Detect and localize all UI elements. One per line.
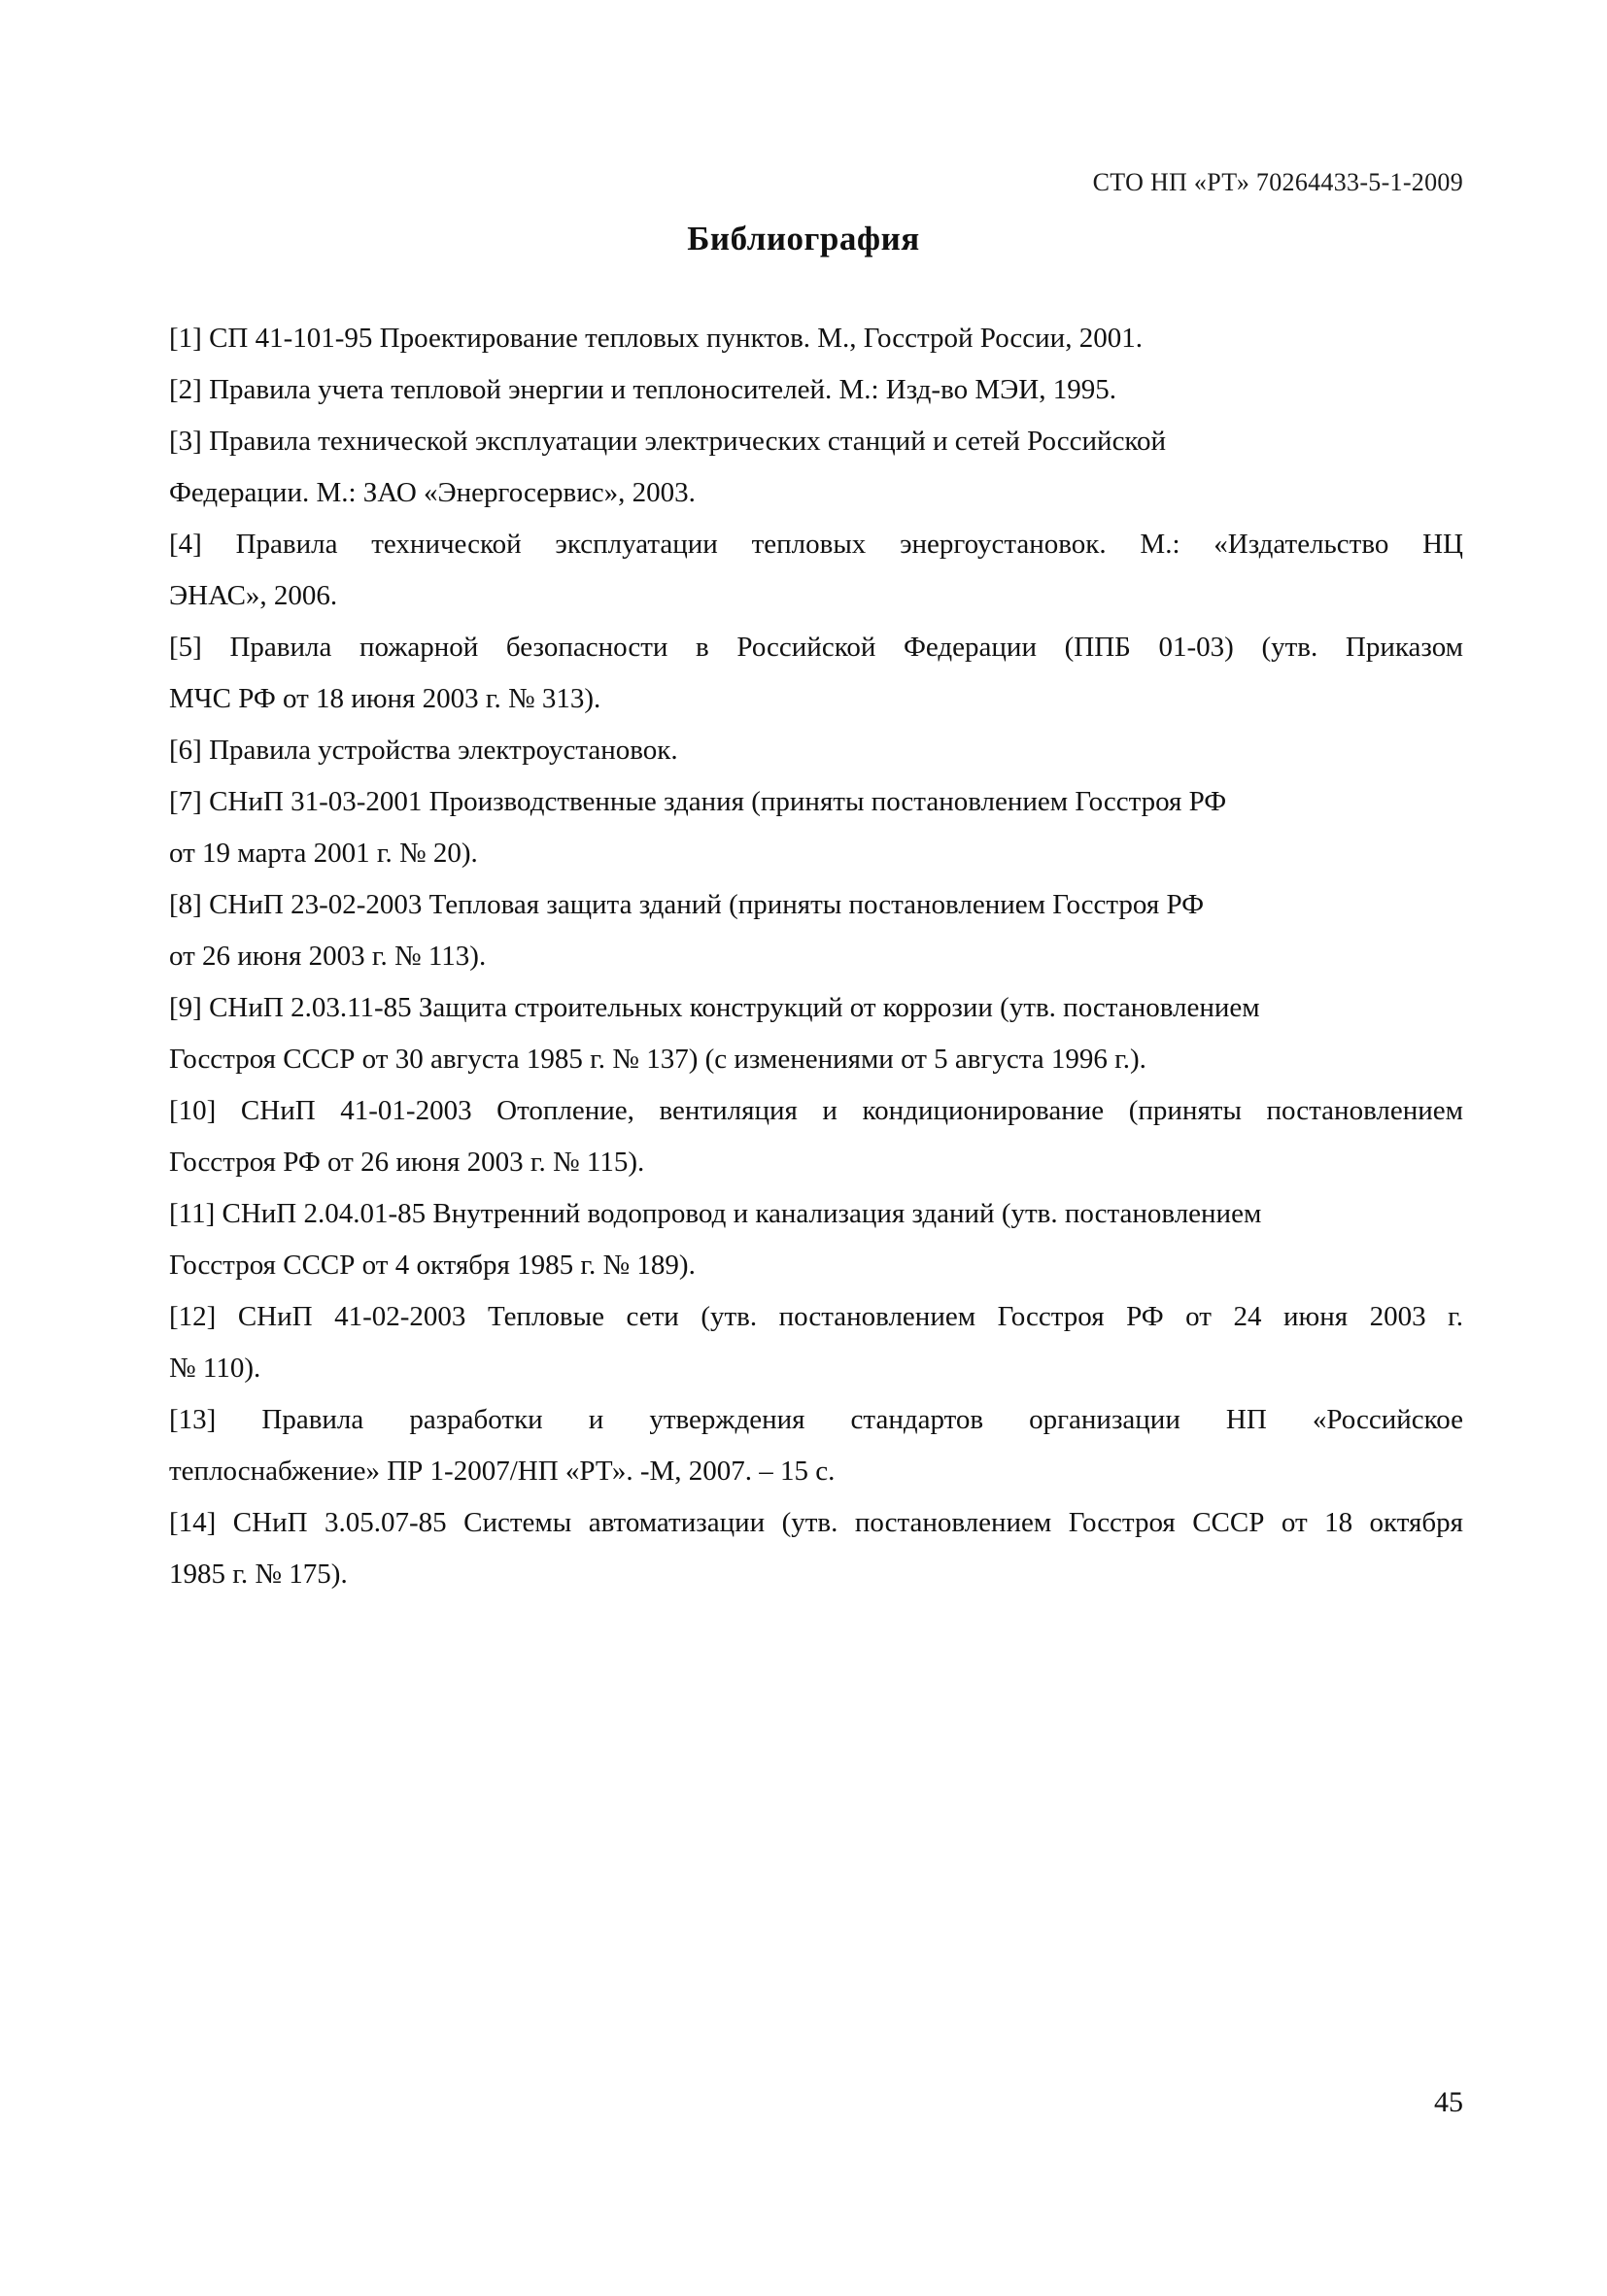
entry-line: [6] Правила устройства электроустановок.: [169, 735, 678, 766]
entry-line: [1] СП 41-101-95 Проектирование тепловых пунктов. М., Госстрой России, 2001.: [169, 323, 1143, 354]
bibliography-entry-4: [169, 519, 1463, 622]
document-code: СТО НП «РТ» 70264433-5-1-2009: [1092, 168, 1463, 196]
bibliography-entry-7: [169, 776, 1463, 879]
entry-line: 1985 г. № 175).: [169, 1559, 348, 1590]
entry-line: [8] СНиП 23-02-2003 Тепловая защита зданий (приняты постановлением Госстроя РФ: [169, 889, 1205, 920]
bibliography-entry-13: [169, 1394, 1463, 1497]
entry-line: Госстроя РФ от 26 июня 2003 г. № 115).: [169, 1147, 645, 1178]
entry-line: ЭНАС», 2006.: [169, 580, 338, 611]
bibliography-entry-14: [169, 1497, 1463, 1600]
entry-line: от 26 июня 2003 г. № 113).: [169, 941, 487, 972]
bibliography-entry-10: [169, 1085, 1463, 1188]
bibliography-entry-9: [169, 982, 1463, 1085]
entry-line: [13] Правила разработки и утверждения стандартов организации НП «Российское: [169, 1404, 1463, 1435]
entry-line: [14] СНиП 3.05.07-85 Системы автоматизации (утв. постановлением Госстроя СССР от 18 октября: [169, 1507, 1463, 1538]
entry-line: [4] Правила технической эксплуатации тепловых энергоустановок. М.: «Издательство НЦ: [169, 529, 1463, 560]
entry-line: [10] СНиП 41-01-2003 Отопление, вентиляция и кондиционирование (приняты постановлением: [169, 1095, 1463, 1126]
bibliography-entry-8: [169, 879, 1463, 982]
entry-line: [9] СНиП 2.03.11-85 Защита строительных конструкций от коррозии (утв. постановлением: [169, 992, 1260, 1023]
entry-line: [12] СНиП 41-02-2003 Тепловые сети (утв. постановлением Госстроя РФ от 24 июня 2003 г.: [169, 1301, 1463, 1332]
bibliography-entry-6: [169, 725, 1463, 776]
bibliography-entry-11: [169, 1188, 1463, 1291]
bibliography-entry-12: [169, 1291, 1463, 1394]
entry-line: МЧС РФ от 18 июня 2003 г. № 313).: [169, 683, 601, 714]
entry-line: [3] Правила технической эксплуатации электрических станций и сетей Российской: [169, 426, 1167, 457]
bibliography-entry-5: [169, 622, 1463, 725]
entry-line: [5] Правила пожарной безопасности в Российской Федерации (ППБ 01-03) (утв. Приказом: [169, 632, 1463, 663]
bibliography-entry-2: [169, 364, 1463, 416]
bibliography-list: [169, 313, 1463, 1600]
entry-line: [2] Правила учета тепловой энергии и теплоносителей. М.: Изд-во МЭИ, 1995.: [169, 374, 1116, 405]
entry-line: теплоснабжение» ПР 1-2007/НП «РТ». -М, 2007. – 15 с.: [169, 1456, 836, 1487]
entry-line: Госстроя СССР от 4 октября 1985 г. № 189).: [169, 1250, 696, 1281]
entry-line: [11] СНиП 2.04.01-85 Внутренний водопровод и канализация зданий (утв. постановлением: [169, 1198, 1262, 1229]
page-title: Библиография: [687, 220, 920, 257]
entry-line: от 19 марта 2001 г. № 20).: [169, 838, 478, 869]
entry-line: [7] СНиП 31-03-2001 Производственные здания (приняты постановлением Госстроя РФ: [169, 786, 1227, 817]
entry-line: Федерации. М.: ЗАО «Энергосервис», 2003.: [169, 477, 696, 508]
entry-line: № 110).: [169, 1353, 261, 1384]
bibliography-entry-3: [169, 416, 1463, 519]
entry-line: Госстроя СССР от 30 августа 1985 г. № 137) (с изменениями от 5 августа 1996 г.).: [169, 1044, 1146, 1075]
page-number: 45: [1434, 2086, 1463, 2118]
bibliography-entry-1: [169, 313, 1463, 364]
